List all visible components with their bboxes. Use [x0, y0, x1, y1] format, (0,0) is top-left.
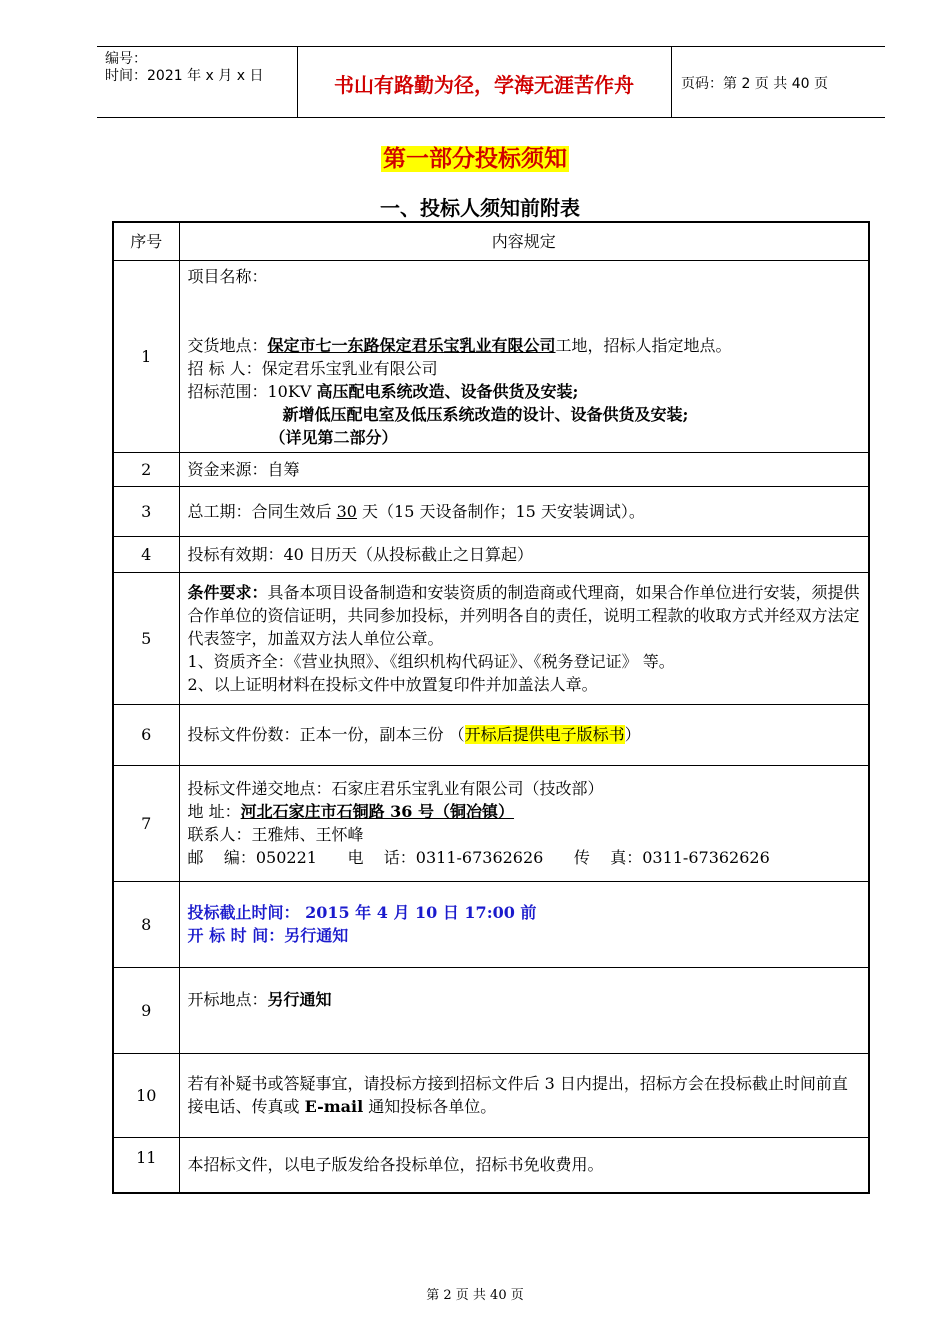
row-number: 7	[113, 765, 179, 881]
page-header	[97, 46, 885, 118]
row-number: 8	[113, 881, 179, 967]
row-number: 10	[113, 1053, 179, 1137]
header-code: 编号：	[105, 51, 147, 67]
requirements-item: 2、以上证明材料在投标文件中放置复印件并加盖法人章。	[187, 674, 598, 694]
row-number: 1	[113, 260, 179, 452]
table-row	[113, 452, 869, 486]
table-row	[113, 572, 869, 704]
column-header-no: 序号	[113, 222, 179, 260]
header-meta	[105, 51, 263, 85]
header-divider	[671, 47, 672, 117]
submission-address: 地 址：河北石家庄市石铜路 36 号（铜冶镇）	[187, 802, 515, 821]
delivery-place: 交货地点：保定市七一东路保定君乐宝乳业有限公司工地，招标人指定地点。	[187, 335, 732, 355]
table-row	[113, 967, 869, 1053]
project-name: 项目名称：	[187, 266, 268, 286]
tender-scope: 招标范围：10KV 高压配电系统改造、设备供货及安装;	[187, 381, 579, 401]
row-number: 4	[113, 536, 179, 572]
row-content: 开标地点：另行通知	[179, 967, 869, 1053]
submission-place: 投标文件递交地点：石家庄君乐宝乳业有限公司（技改部）	[187, 779, 604, 798]
row-number: 5	[113, 572, 179, 704]
table-row	[113, 765, 869, 881]
page-footer: 第 2 页 共 40 页	[426, 1288, 524, 1303]
header-divider	[297, 47, 298, 117]
table-row	[113, 260, 869, 452]
row-number: 6	[113, 704, 179, 765]
row-content: 若有补疑书或答疑事宜，请投标方接到招标文件后 3 日内提出，招标方会在投标截止时间前直接电话、传真或 E-mail 通知投标各单位。	[179, 1053, 869, 1137]
row-number: 2	[113, 452, 179, 486]
row-number: 9	[113, 967, 179, 1053]
highlighted-note: 开标后提供电子版标书	[464, 725, 625, 744]
column-header-content: 内容规定	[179, 222, 869, 260]
tender-scope-line3: （详见第二部分）	[269, 427, 398, 447]
row-content	[179, 260, 869, 452]
row-content: 总工期：合同生效后 30 天（15 天设备制作；15 天安装调试）。	[179, 486, 869, 536]
header-page-number: 页码：第 2 页 共 40 页	[681, 76, 828, 92]
header-motto: 书山有路勤为径，学海无涯苦作舟	[334, 73, 634, 97]
header-time: 时间：2021 年 x 月 x 日	[105, 68, 264, 84]
table-title: 一、投标人须知前附表	[380, 196, 580, 220]
requirements-text: 条件要求：具备本项目设备制造和安装资质的制造商或代理商，如果合作单位进行安装，须提供合作单位的资信证明，共同参加投标，并列明各自的责任，说明工程款的收取方式并经双方法定代表签字，加盖双方法人单位公章。	[187, 582, 860, 648]
row-content: 投标有效期：40 日历天（从投标截止之日算起）	[179, 536, 869, 572]
tender-scope-line2: 新增低压配电室及低压系统改造的设计、设备供货及安装;	[282, 404, 689, 424]
table-row	[113, 1053, 869, 1137]
tenderer: 招 标 人：保定君乐宝乳业有限公司	[187, 358, 438, 378]
requirements-item: 1、资质齐全：《营业执照》、《组织机构代码证》、《税务登记证》 等。	[187, 651, 675, 671]
table-row	[113, 536, 869, 572]
row-content: 本招标文件，以电子版发给各投标单位，招标书免收费用。	[179, 1137, 869, 1193]
part-title: 第一部分投标须知	[383, 146, 567, 172]
table-row	[113, 1137, 869, 1193]
row-number: 3	[113, 486, 179, 536]
table-row	[113, 486, 869, 536]
opening-time: 开 标 时 间：另行通知	[187, 926, 349, 945]
table-row	[113, 881, 869, 967]
tender-notice-table	[112, 221, 870, 1194]
contact-numbers: 邮 编：050221 电 话：0311-67362626 传 真：0311-67362626	[187, 848, 770, 867]
row-content	[179, 572, 869, 704]
contact-persons: 联系人：王雅炜、王怀峰	[187, 825, 364, 844]
row-content: 资金来源：自筹	[179, 452, 869, 486]
deadline: 投标截止时间： 2015 年 4 月 10 日 17:00 前	[187, 903, 537, 922]
row-content: 投标文件份数：正本一份，副本三份 （开标后提供电子版标书）	[179, 704, 869, 765]
row-number: 11	[113, 1137, 179, 1193]
table-header-row	[113, 222, 869, 260]
row-content	[179, 765, 869, 881]
row-content	[179, 881, 869, 967]
table-row	[113, 704, 869, 765]
